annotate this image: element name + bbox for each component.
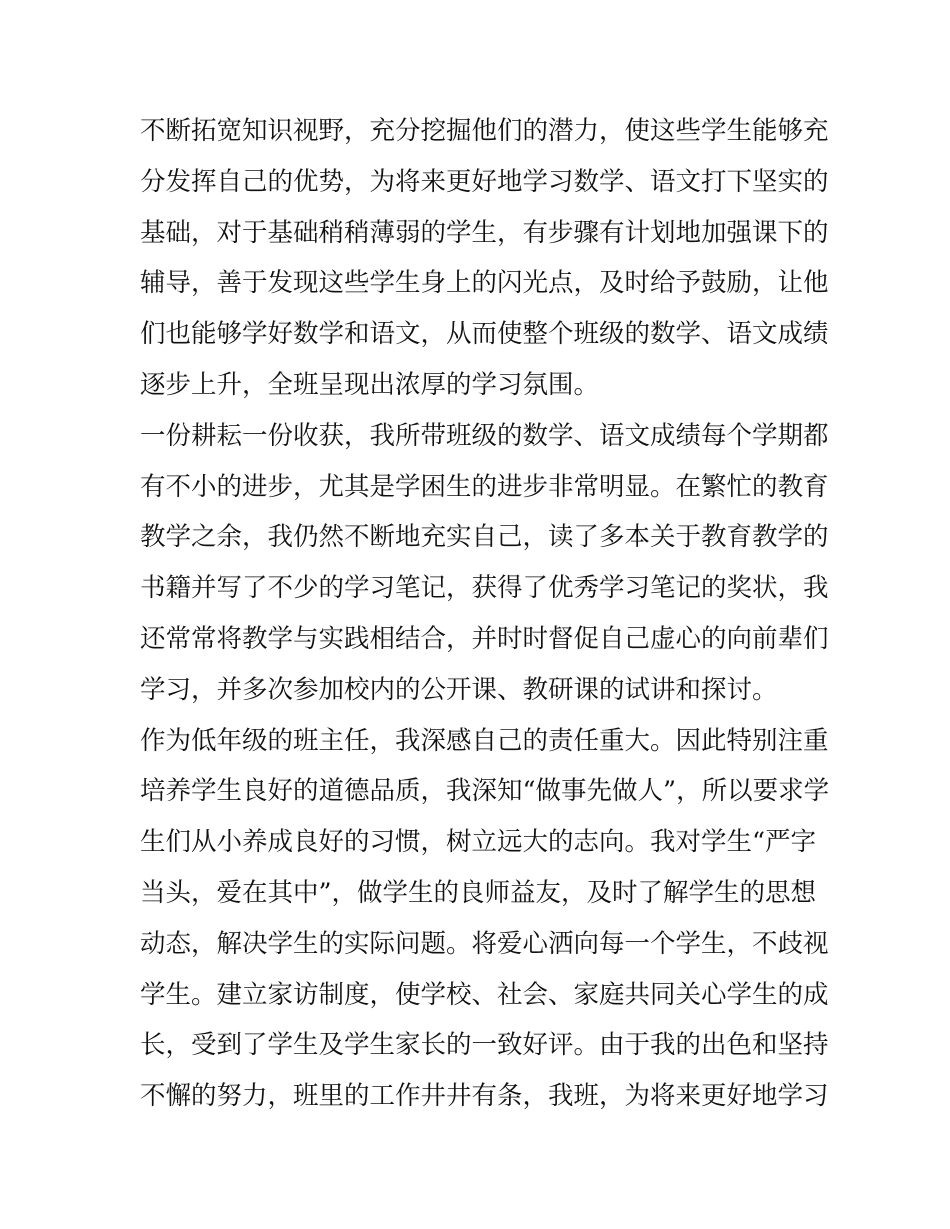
text-line: 长，受到了学生及学生家长的一致好评。由于我的出色和坚持 [140, 1030, 829, 1061]
text-line: 们也能够学好数学和语文，从而使整个班级的数学、语文成绩 [140, 319, 829, 350]
text-line: 作为低年级的班主任，我深感自己的责任重大。因此特别注重 [140, 725, 829, 756]
text-line: 一份耕耘一份收获，我所带班级的数学、语文成绩每个学期都 [140, 420, 829, 451]
document-body [140, 106, 830, 1122]
text-line: 基础，对于基础稍稍薄弱的学生，有步骤有计划地加强课下的 [140, 217, 829, 248]
text-line: 不懈的努力，班里的工作井井有条，我班，为将来更好地学习 [140, 1081, 829, 1112]
text-line: 书籍并写了不少的学习笔记，获得了优秀学习笔记的奖状，我 [140, 573, 829, 604]
text-line: 分发挥自己的优势，为将来更好地学习数学、语文打下坚实的 [140, 166, 829, 197]
text-line: 还常常将教学与实践相结合，并时时督促自己虚心的向前辈们 [140, 623, 829, 654]
text-line: 辅导，善于发现这些学生身上的闪光点，及时给予鼓励，让他 [140, 268, 829, 299]
text-line: 有不小的进步，尤其是学困生的进步非常明显。在繁忙的教育 [140, 471, 829, 502]
text-line: 逐步上升，全班呈现出浓厚的学习氛围。 [140, 369, 600, 400]
text-line: 培养学生良好的道德品质，我深知“做事先做人”，所以要求学 [140, 776, 830, 807]
text-line: 学习，并多次参加校内的公开课、教研课的试讲和探讨。 [140, 674, 778, 705]
text-line: 教学之余，我仍然不断地充实自己，读了多本关于教育教学的 [140, 522, 829, 553]
text-line: 动态，解决学生的实际问题。将爱心洒向每一个学生，不歧视 [140, 928, 829, 959]
text-line: 不断拓宽知识视野，充分挖掘他们的潜力，使这些学生能够充 [140, 116, 829, 146]
text-line: 学生。建立家访制度，使学校、社会、家庭共同关心学生的成 [140, 979, 829, 1010]
text-line: 当头，爱在其中”，做学生的良师益友，及时了解学生的思想 [140, 877, 817, 908]
text-line: 生们从小养成良好的习惯，树立远大的志向。我对学生“严字 [140, 827, 817, 858]
